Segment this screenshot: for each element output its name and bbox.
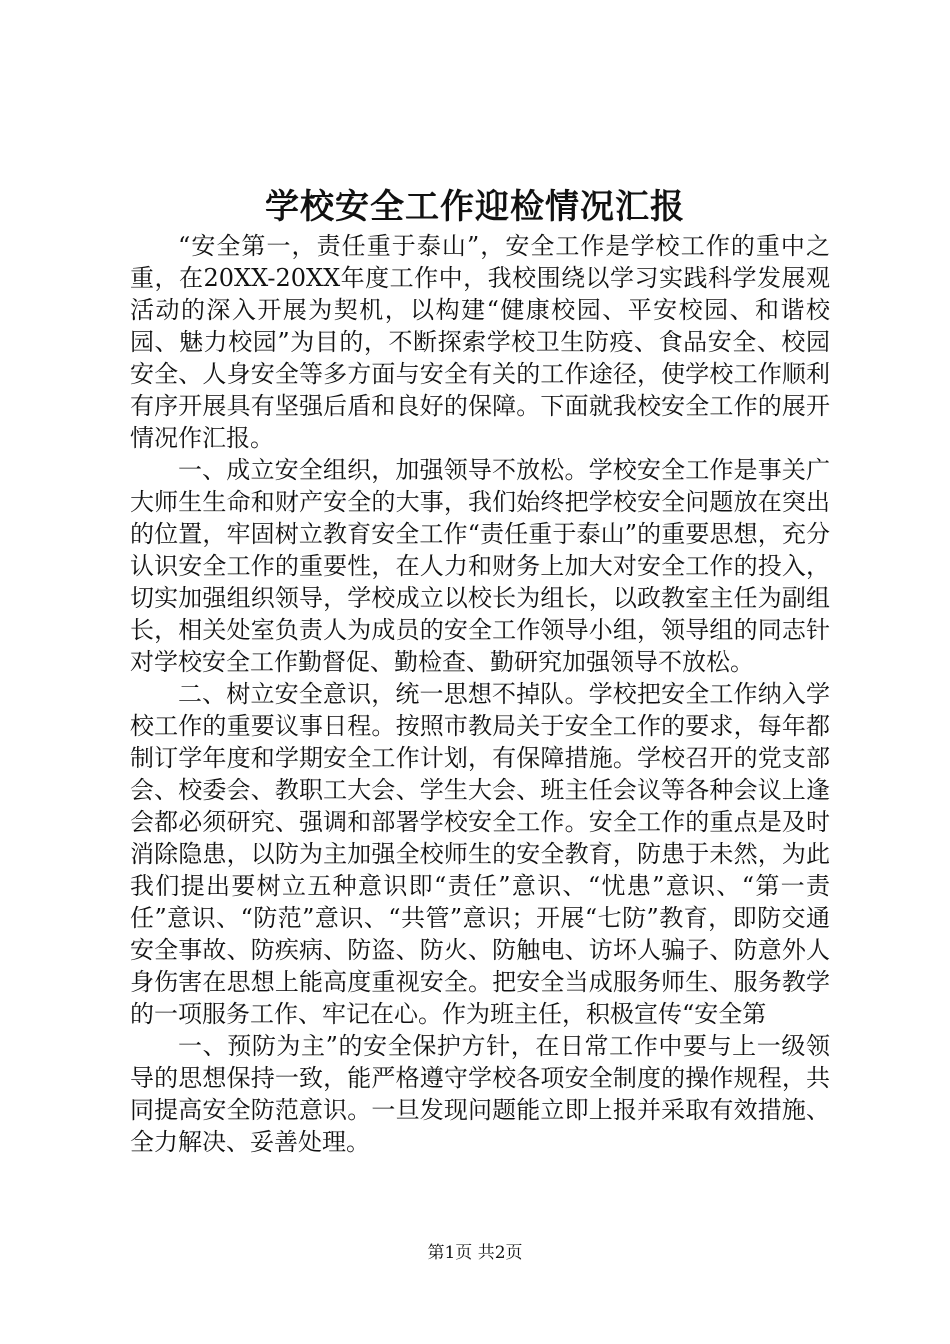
document-body <box>130 230 830 1158</box>
paragraph-intro: “安全第一，责任重于泰山”，安全工作是学校工作的重中之重，在20XX-20XX年度工作中，我校围绕以学习实践科学发展观活动的深入开展为契机，以构建“健康校园、平安校园、和谐校园、魅力校园”为目的，不断探索学校卫生防疫、食品安全、校园安全、人身安全等多方面与安全有关的工作途径，使学校工作顺利有序开展具有坚强后盾和良好的保障。下面就我校安全工作的展开情况作汇报。 <box>130 232 830 452</box>
document-title: 学校安全工作迎检情况汇报 <box>265 187 685 227</box>
paragraph-continuation: 一、预防为主”的安全保护方针，在日常工作中要与上一级领导的思想保持一致，能严格遵守学校各项安全制度的操作规程，共同提高安全防范意识。一旦发现问题能立即上报并采取有效措施、全力解决、妥善处理。 <box>130 1032 830 1156</box>
paragraph-section-one: 一、成立安全组织，加强领导不放松。学校安全工作是事关广大师生生命和财产安全的大事，我们始终把学校安全问题放在突出的位置，牢固树立教育安全工作“责任重于泰山”的重要思想，充分认识安全工作的重要性，在人力和财务上加大对安全工作的投入，切实加强组织领导，学校成立以校长为组长，以政教室主任为副组长，相关处室负责人为成员的安全工作领导小组，领导组的同志针对学校安全工作勤督促、勤检查、勤研究加强领导不放松。 <box>130 456 830 676</box>
paragraph-section-two: 二、树立安全意识，统一思想不掉队。学校把安全工作纳入学校工作的重要议事日程。按照市教局关于安全工作的要求，每年都制订学年度和学期安全工作计划，有保障措施。学校召开的党支部会、校委会、教职工大会、学生大会、班主任会议等各种会议上逢会都必须研究、强调和部署学校安全工作。安全工作的重点是及时消除隐患，以防为主加强全校师生的安全教育，防患于未然，为此我们提出要树立五种意识即“责任”意识、“忧患”意识、“第一责任”意识、“防范”意识、“共管”意识；开展“七防”教育，即防交通安全事故、防疾病、防盗、防火、防触电、访坏人骗子、防意外人身伤害在思想上能高度重视安全。把安全当成服务师生、服务教学的一项服务工作、牢记在心。作为班主任，积极宣传“安全第 <box>130 680 830 1028</box>
page-footer: 第1页 共2页 <box>427 1243 523 1263</box>
